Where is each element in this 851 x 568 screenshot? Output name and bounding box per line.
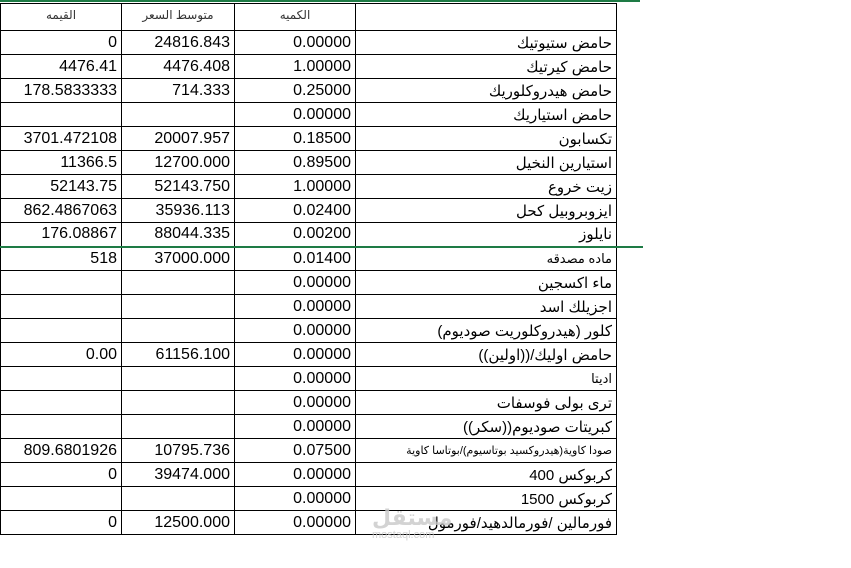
- watermark-logo: [372, 505, 452, 565]
- cell-quantity[interactable]: 0.00000: [235, 343, 356, 367]
- cell-avg-price[interactable]: [122, 295, 235, 319]
- cell-quantity[interactable]: 0.07500: [235, 439, 356, 463]
- table-row: [1, 487, 643, 511]
- cell-quantity[interactable]: 1.00000: [235, 175, 356, 199]
- cell-quantity[interactable]: 0.00000: [235, 103, 356, 127]
- cell-value[interactable]: 11366.5: [1, 151, 122, 175]
- table-row: [1, 79, 643, 103]
- cell-value[interactable]: 0: [1, 31, 122, 55]
- cell-quantity[interactable]: 0.00000: [235, 415, 356, 439]
- cell-value[interactable]: [1, 295, 122, 319]
- cell-value[interactable]: 862.4867063: [1, 199, 122, 223]
- cell-avg-price[interactable]: 714.333: [122, 79, 235, 103]
- cell-value[interactable]: 178.5833333: [1, 79, 122, 103]
- table-row: [1, 199, 643, 223]
- cell-avg-price[interactable]: 12500.000: [122, 511, 235, 535]
- cell-name[interactable]: تكسابون: [356, 127, 617, 151]
- header-green-border: [0, 0, 640, 2]
- cell-value[interactable]: [1, 103, 122, 127]
- cell-avg-price[interactable]: 4476.408: [122, 55, 235, 79]
- cell-value[interactable]: [1, 367, 122, 391]
- cell-value[interactable]: [1, 391, 122, 415]
- cell-avg-price[interactable]: 61156.100: [122, 343, 235, 367]
- table-row: [1, 103, 643, 127]
- cell-avg-price[interactable]: [122, 103, 235, 127]
- cell-name[interactable]: حامض هيدروكلوريك: [356, 79, 617, 103]
- cell-quantity[interactable]: 0.00000: [235, 271, 356, 295]
- cell-name[interactable]: حامض اوليك/((اولين)): [356, 343, 617, 367]
- cell-quantity[interactable]: 1.00000: [235, 55, 356, 79]
- cell-name[interactable]: كلور (هيدروكلوريت صوديوم): [356, 319, 617, 343]
- table-row: [1, 223, 643, 247]
- table-row: [1, 343, 643, 367]
- table-row: [1, 511, 643, 535]
- cell-avg-price[interactable]: [122, 319, 235, 343]
- header-value[interactable]: القيمه: [1, 4, 122, 31]
- cell-value[interactable]: [1, 415, 122, 439]
- cell-quantity[interactable]: 0.00000: [235, 319, 356, 343]
- cell-quantity[interactable]: 0.00200: [235, 223, 356, 247]
- cell-avg-price[interactable]: 52143.750: [122, 175, 235, 199]
- header-name[interactable]: [356, 4, 617, 31]
- cell-value[interactable]: 0.00: [1, 343, 122, 367]
- cell-avg-price[interactable]: [122, 367, 235, 391]
- watermark-main: مستقل: [372, 505, 453, 530]
- cell-name[interactable]: استيارين النخيل: [356, 151, 617, 175]
- cell-value[interactable]: 176.08867: [1, 223, 122, 247]
- cell-avg-price[interactable]: 37000.000: [122, 247, 235, 271]
- cell-name[interactable]: ترى بولى فوسفات: [356, 391, 617, 415]
- cell-quantity[interactable]: 0.00000: [235, 487, 356, 511]
- cell-name[interactable]: ماء اكسجين: [356, 271, 617, 295]
- cell-name[interactable]: اجزيلك اسد: [356, 295, 617, 319]
- cell-name[interactable]: حامض استياريك: [356, 103, 617, 127]
- table-row: [1, 367, 643, 391]
- cell-avg-price[interactable]: [122, 487, 235, 511]
- cell-quantity[interactable]: 0.00000: [235, 391, 356, 415]
- cell-avg-price[interactable]: 24816.843: [122, 31, 235, 55]
- cell-value[interactable]: 809.6801926: [1, 439, 122, 463]
- cell-value[interactable]: [1, 487, 122, 511]
- cell-name[interactable]: كبريتات صوديوم((سكر)): [356, 415, 617, 439]
- cell-avg-price[interactable]: [122, 415, 235, 439]
- table-row: [1, 127, 643, 151]
- empty-cell: [617, 4, 643, 31]
- cell-avg-price[interactable]: 12700.000: [122, 151, 235, 175]
- table-row: [1, 31, 643, 55]
- table-row: [1, 295, 643, 319]
- cell-quantity[interactable]: 0.89500: [235, 151, 356, 175]
- cell-quantity[interactable]: 0.00000: [235, 31, 356, 55]
- table-row: [1, 271, 643, 295]
- cell-quantity[interactable]: 0.00000: [235, 463, 356, 487]
- cell-avg-price[interactable]: 39474.000: [122, 463, 235, 487]
- header-avg-price[interactable]: متوسط السعر: [122, 4, 235, 31]
- cell-quantity[interactable]: 0.18500: [235, 127, 356, 151]
- watermark-sub: mostaql.com: [372, 529, 435, 541]
- inventory-table: [0, 3, 643, 535]
- cell-value[interactable]: 3701.472108: [1, 127, 122, 151]
- table-row: [1, 463, 643, 487]
- cell-value[interactable]: 518: [1, 247, 122, 271]
- table-row: [1, 175, 643, 199]
- table-row: [1, 151, 643, 175]
- header-quantity[interactable]: الكميه: [235, 4, 356, 31]
- table-row: [1, 55, 643, 79]
- table-row: [1, 439, 643, 463]
- cell-name[interactable]: كربوكس 1500: [356, 487, 617, 511]
- cell-name[interactable]: زيت خروع: [356, 175, 617, 199]
- cell-quantity[interactable]: 0.01400: [235, 247, 356, 271]
- cell-avg-price[interactable]: 20007.957: [122, 127, 235, 151]
- cell-name[interactable]: كربوكس 400: [356, 463, 617, 487]
- table-row: [1, 391, 643, 415]
- cell-avg-price[interactable]: [122, 271, 235, 295]
- cell-name[interactable]: حامض ستيوتيك: [356, 31, 617, 55]
- header-row: [1, 4, 643, 31]
- cell-name[interactable]: فورمالين /فورمالدهيد/فورمول: [356, 511, 617, 535]
- cell-avg-price[interactable]: 88044.335: [122, 223, 235, 247]
- table-row: [1, 319, 643, 343]
- cell-name[interactable]: ماده مصدقه: [356, 247, 617, 271]
- cell-avg-price[interactable]: 35936.113: [122, 199, 235, 223]
- cell-value[interactable]: 52143.75: [1, 175, 122, 199]
- cell-value[interactable]: 0: [1, 511, 122, 535]
- table-row: [1, 247, 643, 271]
- cell-quantity[interactable]: 0.00000: [235, 367, 356, 391]
- cell-name[interactable]: حامض كيرتيك: [356, 55, 617, 79]
- cell-quantity[interactable]: 0.00000: [235, 295, 356, 319]
- cell-quantity[interactable]: 0.00000: [235, 511, 356, 535]
- table-row: [1, 415, 643, 439]
- cell-value[interactable]: [1, 271, 122, 295]
- cell-name[interactable]: ايزوبروبيل كحل: [356, 199, 617, 223]
- cell-name[interactable]: اديتا: [356, 367, 617, 391]
- cell-avg-price[interactable]: 10795.736: [122, 439, 235, 463]
- cell-value[interactable]: 0: [1, 463, 122, 487]
- cell-avg-price[interactable]: [122, 391, 235, 415]
- cell-quantity[interactable]: 0.02400: [235, 199, 356, 223]
- cell-value[interactable]: [1, 319, 122, 343]
- cell-value[interactable]: 4476.41: [1, 55, 122, 79]
- cell-quantity[interactable]: 0.25000: [235, 79, 356, 103]
- cell-name[interactable]: صودا كاوية(هيدروكسيد بوتاسيوم)/بوتاسا كاوية: [356, 439, 617, 463]
- cell-name[interactable]: نايلوز: [356, 223, 617, 247]
